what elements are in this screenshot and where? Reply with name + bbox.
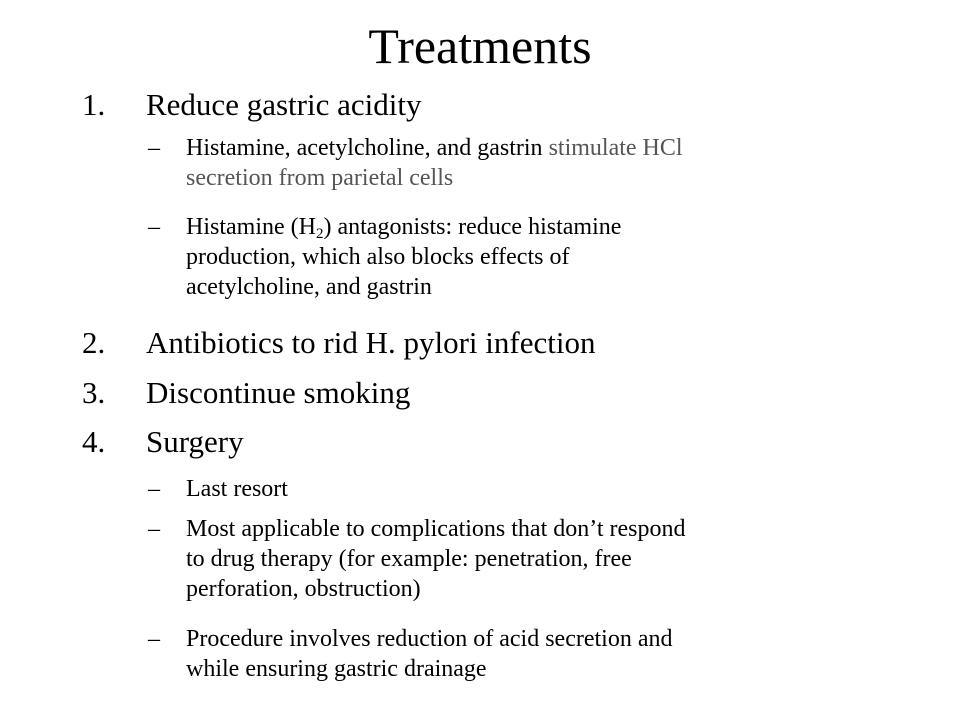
sub-item-text-highlight: stimulate HCl: [548, 135, 683, 161]
sub-item-text-part: Histamine (H: [186, 214, 316, 240]
dash-bullet: –: [148, 476, 160, 502]
sub-item-text: [186, 133, 846, 193]
sub-item-text-line: while ensuring gastric drainage: [186, 656, 487, 682]
list-item-number: 3.: [82, 375, 106, 410]
sub-item-text-line: acetylcholine, and gastrin: [186, 274, 432, 300]
sub-item-text: [186, 514, 846, 604]
list-item-number: 2.: [82, 325, 106, 360]
sub-item-text: [186, 624, 846, 684]
list-item-text: Antibiotics to rid H. pylori infection: [146, 325, 596, 360]
sub-item-text-part: Histamine, acetylcholine, and gastrin: [186, 135, 549, 161]
list-item-text: Discontinue smoking: [146, 375, 411, 410]
sub-item-text-line: perforation, obstruction): [186, 576, 421, 602]
sub-item-text-line: Procedure involves reduction of acid secretion and: [186, 626, 673, 652]
list-item-text: Surgery: [146, 424, 244, 459]
sub-item-text-highlight: secretion from parietal cells: [186, 165, 454, 191]
dash-bullet: –: [148, 214, 160, 240]
subscript: 2: [315, 226, 324, 242]
list-item-number: 4.: [82, 424, 106, 459]
dash-bullet: –: [148, 626, 160, 652]
dash-bullet: –: [148, 135, 160, 161]
list-item-text: Reduce gastric acidity: [146, 87, 422, 122]
list-item-number: 1.: [82, 87, 106, 122]
sub-item-text: [186, 212, 846, 302]
sub-item-text-line: Last resort: [186, 476, 288, 502]
slide-title: Treatments: [368, 18, 592, 74]
sub-item-text-line: Most applicable to complications that don’t respond: [186, 516, 686, 542]
sub-item-text-part: ) antagonists: reduce histamine: [323, 214, 622, 240]
sub-item-text: [186, 474, 846, 504]
sub-item-text-line: to drug therapy (for example: penetration, free: [186, 546, 632, 572]
sub-item-text-line: production, which also blocks effects of: [186, 244, 570, 270]
dash-bullet: –: [148, 516, 160, 542]
